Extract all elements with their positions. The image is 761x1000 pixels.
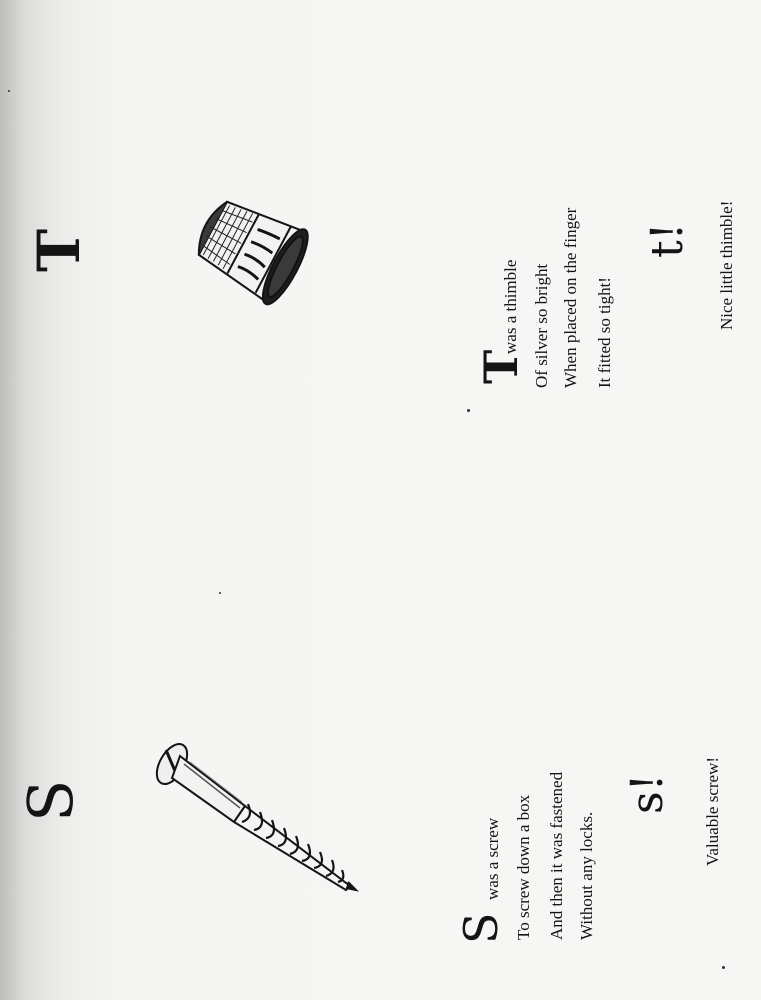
paper-speck [8,90,10,92]
letter-s-exclaim: s! [622,773,673,814]
letter-t-verse-line-2: Of silver so bright [532,263,551,388]
thimble-illustration [180,188,320,313]
letter-t-verse-line-4: It fitted so tight! [595,277,614,388]
letter-s-verse-line-2: To screw down a box [514,794,533,940]
letter-t-exclaim: t! [642,222,693,258]
letter-t-drop-cap: T [474,349,528,384]
letter-t-heading: T [25,228,93,272]
letter-s-verse-line-3: And then it was fastened [547,771,566,940]
paper-speck [219,592,221,594]
paper-speck [722,966,725,969]
letter-t-verse-line-3: When placed on the finger [561,207,580,388]
letter-t-tagline: Nice little thimble! [717,200,736,330]
letter-t-verse-line-1: was a thimble [501,259,520,354]
letter-s-tagline: Valuable screw! [703,756,722,866]
paper-speck [467,409,470,412]
letter-s-heading: S [14,779,87,822]
letter-s-verse-line-4: Without any locks. [577,811,596,940]
screw-illustration [150,738,370,898]
letter-s-verse-line-1: was a screw [483,817,502,900]
letter-s-drop-cap: S [454,912,508,944]
